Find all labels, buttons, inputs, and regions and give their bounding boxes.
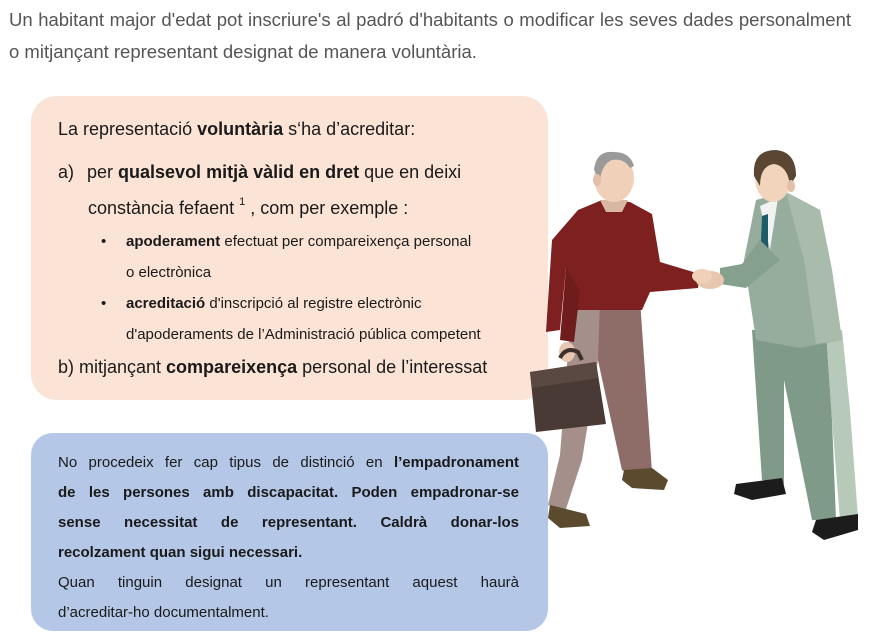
disability-note-text (58, 448, 519, 628)
box1-heading: La representació voluntària s‘ha d’acreditar: (58, 119, 416, 139)
bullet-acreditacio: • acreditació d'inscripció al registre electrònic (101, 295, 422, 312)
footnote-marker: 1 (239, 196, 246, 208)
note-line-1: No procedeix fer cap tipus de distinció en l’empadronament (58, 454, 519, 471)
bullet-acreditacio-line2: d'apoderaments de l’Administració pública competent (126, 326, 481, 343)
option-b: b) mitjançant compareixença personal de l’interessat (58, 357, 488, 377)
intro-paragraph: Un habitant major d'edat pot inscriure's al padró d'habitants o modificar les seves dades personalment o mitjançant representant designat de manera voluntària. (9, 9, 851, 62)
handshake-illustration (520, 140, 879, 641)
option-a-line2: constància fefaent $^1$ , com per exemple : (88, 196, 409, 218)
note-line-4: recolzament quan sigui necessari. (58, 544, 303, 561)
older-man-figure (546, 152, 700, 528)
option-a-line1: a) per qualsevol mitjà vàlid en dret que en deixi (58, 162, 462, 182)
bullet-apoderament: • apoderament efectuat per compareixença personal (101, 233, 472, 250)
bullet-apoderament-line2: o electrònica (126, 264, 212, 281)
note-line-3: sense necessitat de representant. Caldrà donar-los (58, 514, 519, 531)
younger-man-figure (692, 150, 858, 540)
note-line-5: Quan tinguin designat un representant aquest haurà (58, 574, 519, 591)
note-line-6: d’acreditar-ho documentalment. (58, 604, 269, 621)
note-line-2: de les persones amb discapacitat. Poden empadronar-se (58, 484, 519, 501)
